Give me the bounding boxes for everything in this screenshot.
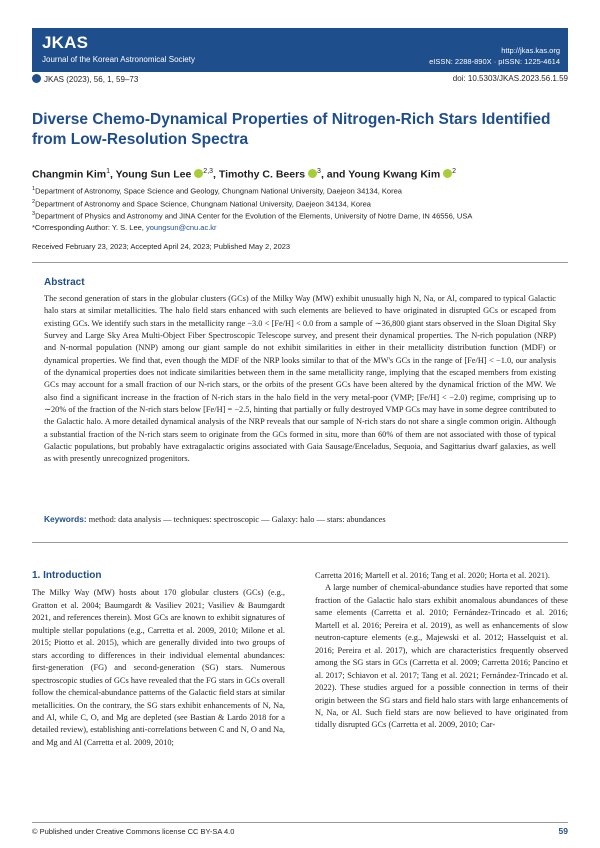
affiliation: $^3$Department of Physics and Astronomy and JINA Center for the Evolution of the Elements, University of Notre Dame, IN 46556, USA [32, 211, 473, 221]
open-access-icon [32, 74, 41, 83]
divider [32, 262, 568, 263]
citation-line [32, 74, 568, 86]
journal-name: JKAS [42, 33, 89, 52]
article-title: Diverse Chemo-Dynamical Properties of Nitrogen-Rich Stars Identified from Low-Resolution Spectra [32, 111, 551, 148]
author-name: Changmin Kim [32, 168, 107, 181]
column-left [32, 570, 285, 749]
author-name: Timothy C. Beers [218, 168, 306, 181]
affiliations [32, 184, 568, 233]
abstract-text: The second generation of stars in the globular clusters (GCs) of the Milky Way (MW) exhibit unusually high N, Na, or Al, compared to typical Galactic halo stars at similar metallicities. The halo field stars enhanced with such elements are believed to have originated in disrupted GCs or escaped from existing GCs. We identify such stars in the metallicity range −3.0 < [Fe/H] < 0.0 from a sample of ∼36,800 giant stars observed in the Sloan Digital Sky Survey and Large Sky Area Multi-Object Fiber Spectroscopic Telescope survey, and present their dynamical properties. The N-rich population (NRP) and N-normal population (NNP) among our giant sample do not exhibit similarities in either in their metallicity distribution function (MDF) or dynamical properties. We find that, even though the MDF of the NRP looks similar to that of the MW's GCs in the range of [Fe/H] < −1.0, our analysis of the dynamical properties does not indicate similarities between them in the same metallicity range, implying that the escaped members from existing GCs may account for a small fraction of our N-rich stars, or the orbits of the present GCs have been altered by the dynamical friction of the MW. We also find a significant increase in the fraction of N-rich stars in the halo field in the very metal-poor (VMP; [Fe/H] < −2.0) regime, comprising up to ∼20% of the fraction of the N-rich stars below [Fe/H] = −2.5, hinting that partially or fully destroyed VMP GCs may have in some degree contributed to the Galactic halo. A more detailed dynamical analysis of the NRP reveals that our sample of N-rich stars do not share a single common origin. Although a substantial fraction of the N-rich stars seem to originate from the GCs formed in situ, more than 60% of them are not associated with those of typical Galactic populations, but probably have extragalactic origins associated with Gaia Sausage/Enceladus, Sequoia, and Sagittarius dwarf galaxies, as well as with presently unrecognized progenitors. [44, 294, 556, 464]
author-list: Changmin Kim$^1$, Young Sun Lee $^{2,3}$, Timothy C. Beers $^3$, and Young Kwang Kim $^2$ [32, 168, 457, 181]
corresponding-author: *Corresponding Author: Y. S. Lee, youngsun@cnu.ac.kr [32, 222, 217, 232]
column-right [315, 570, 568, 732]
footer-divider [32, 822, 568, 823]
body-paragraph: The Milky Way (MW) hosts about 170 globular clusters (GCs) (e.g., Gratton et al. 2004; Baumgardt & Vasiliev 2021; Vasiliev & Baumgardt 2021, and references therein). Most GCs are known to exhibit signatures of multiple stellar populations (e.g., Carretta et al. 2009, 2010; Milone et al. 2015; Piotto et al. 2015), which are generally divided into two groups of stars according to differences in their individual elemental abundances: first-generation (FG) and second-generation (SG) stars. Numerous spectroscopic studies of GCs have revealed that the FG stars in GCs overall follow the chemical-abundance patterns of the Galactic field stars at similar metallicities. On the contrary, the SG stars exhibit enhancements of N, Na, and Al, while C, O, and Mg are depleted (see Bastian & Lardo 2018 for a detailed review), establishing anti-correlations between C and N, O and Na, and Mg and Al (Carretta et al. 2009, 2010; [32, 588, 285, 747]
license-note: © Published under Creative Commons license CC BY-SA 4.0 [32, 827, 235, 836]
journal-banner [32, 28, 568, 72]
orcid-icon[interactable] [443, 169, 452, 178]
divider [32, 542, 568, 543]
keywords-label: Keywords: [44, 514, 87, 524]
keywords-text: method: data analysis — techniques: spectroscopic — Galaxy: halo — stars: abundances [88, 515, 386, 524]
author-affil-sup: 2,3 [203, 168, 214, 175]
body-paragraph: Carretta 2016; Martell et al. 2016; Tang et al. 2020; Horta et al. 2021). [315, 571, 550, 580]
abstract-heading: Abstract [44, 277, 85, 288]
author-name: Young Kwang Kim [348, 168, 441, 181]
section-heading: 1. Introduction [32, 570, 102, 581]
citation [32, 74, 138, 84]
journal-subtitle: Journal of the Korean Astronomical Society [42, 55, 195, 64]
corresponding-email[interactable]: youngsun@cnu.ac.kr [145, 222, 217, 232]
page-number: 59 [558, 826, 568, 836]
author-name: Young Sun Lee [115, 168, 192, 181]
author-affil-sup: 2 [452, 168, 457, 175]
orcid-icon[interactable] [194, 169, 203, 178]
received-dates: Received February 23, 2023; Accepted April 24, 2023; Published May 2, 2023 [32, 242, 291, 251]
author-affil-sup: 3 [317, 168, 321, 175]
affiliation: $^2$Department of Astronomy and Space Science, Chungnam National University, Daejeon 34134, Korea [32, 198, 371, 208]
body-paragraph: A large number of chemical-abundance studies have reported that some fraction of the Galactic halo stars exhibit anomalous abundances of these same elements (Carretta et al. 2010; Fernández-Trincado et al. 2016; Martell et al. 2016; Pereira et al. 2019), as well as enhancements of slow neutron-capture elements (e.g., Majewski et al. 2012; Hasselquist et al. 2016; Pereira et al. 2017), which are characteristics frequently observed among the SG stars in GCs (Carretta et al. 2009; Carretta 2016; Pancino et al. 2017; Schiavon et al. 2017; Tang et al. 2021; Fernández-Trincado et al. 2022). These studies argued for a possible connection in terms of their origin between the SG stars and field halo stars with large enhancements of N, Na, or Al. Such field stars are now believed to have originated from tidally disrupted GCs (Carretta et al. 2009, 2010; Car- [315, 583, 568, 730]
orcid-icon[interactable] [308, 169, 317, 178]
journal-url[interactable]: http://jkas.kas.org [501, 46, 560, 55]
doi[interactable]: doi: 10.5303/JKAS.2023.56.1.59 [452, 74, 568, 83]
journal-issn: eISSN: 2288-890X · pISSN: 1225-4614 [429, 57, 560, 66]
author-affil-sup: 1 [106, 168, 110, 175]
affiliation: $^1$Department of Astronomy, Space Science and Geology, Chungnam National University, Daejeon 34134, Korea [32, 186, 402, 196]
keywords [44, 514, 556, 524]
citation-text: JKAS (2023), 56, 1, 59–73 [44, 75, 139, 84]
